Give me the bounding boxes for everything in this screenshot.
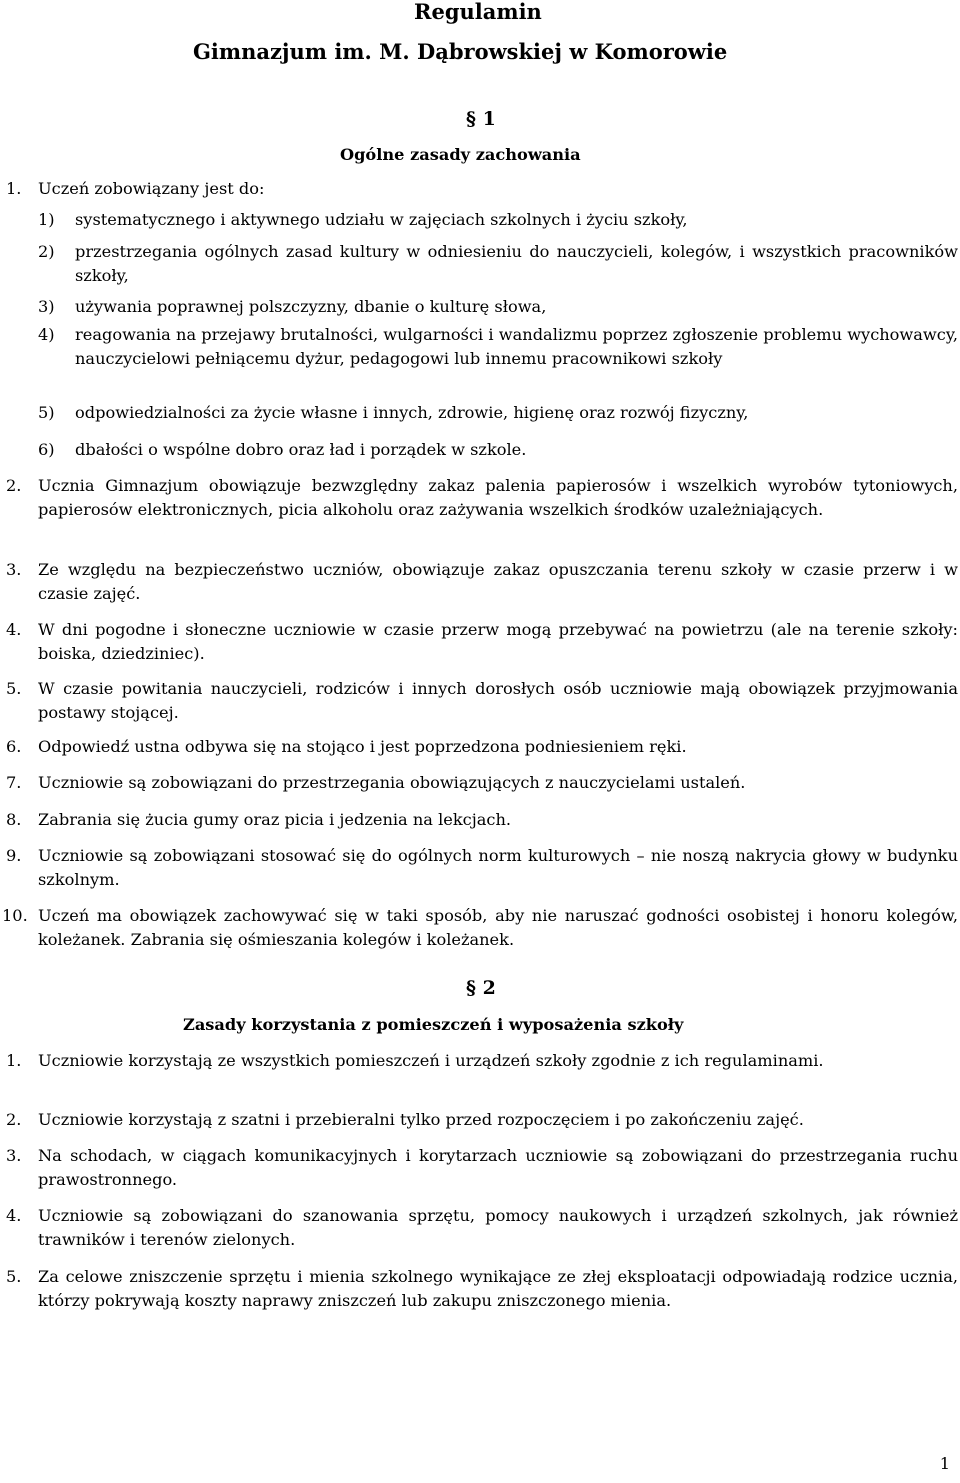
section-1-number: 1 [482, 108, 496, 130]
subitem-number: 4) [38, 325, 55, 344]
list-item-text: Uczniowie korzystają z szatni i przebieralni tylko przed rozpoczęciem i po zakończeniu zajęć. [38, 1110, 804, 1129]
list-item-text: Ze względu na bezpieczeństwo uczniów, obowiązuje zakaz opuszczania terenu szkoły w czasie przerw i w czasie zajęć. [38, 560, 958, 603]
list-item-text: Uczniowie korzystają ze wszystkich pomieszczeń i urządzeń szkoły zgodnie z ich regulaminami. [38, 1051, 824, 1070]
list-item-text: Zabrania się żucia gumy oraz picia i jedzenia na lekcjach. [38, 810, 512, 829]
list-item-number: 1. [6, 179, 22, 198]
document-subtitle: Gimnazjum im. M. Dąbrowskiej w Komorowie [193, 39, 728, 64]
list-item-text: Uczeń ma obowiązek zachowywać się w taki sposób, aby nie naruszać godności osobistej i honoru kolegów, koleżanek. Zabrania się ośmieszania kolegów i koleżanek. [38, 906, 958, 949]
list-item-number: 7. [6, 773, 22, 792]
subitem-text: reagowania na przejawy brutalności, wulgarności i wandalizmu poprzez zgłoszenie problemu wychowawcy, nauczycielowi pełniącemu dyżur, pedagogowi lub innemu pracownikowi szkoły [75, 325, 958, 368]
subitem-number: 3) [38, 297, 55, 316]
subitem-text: systematycznego i aktywnego udziału w zajęciach szkolnych i życiu szkoły, [75, 210, 688, 229]
document-title: Regulamin [414, 0, 542, 24]
subitem-number: 6) [38, 440, 55, 459]
list-item-number: 4. [6, 620, 22, 639]
list-item-number: 8. [6, 810, 22, 829]
list-item-number: 1. [6, 1051, 22, 1070]
subitem-text: przestrzegania ogólnych zasad kultury w odniesieniu do nauczycieli, kolegów, i wszystkich pracowników szkoły, [75, 242, 958, 285]
list-item-text: Ucznia Gimnazjum obowiązuje bezwzględny zakaz palenia papierosów i wszelkich wyrobów tytoniowych, papierosów elektronicznych, picia alkoholu oraz zażywania wszelkich środków uzależniających. [38, 476, 958, 519]
list-item-number: 2. [6, 1110, 22, 1129]
list-item-text: Uczniowie są zobowiązani do przestrzegania obowiązujących z nauczycielami ustaleń. [38, 773, 746, 792]
list-item-number: 4. [6, 1206, 22, 1225]
list-item-number: 9. [6, 846, 22, 865]
subitem-text: dbałości o wspólne dobro oraz ład i porządek w szkole. [75, 440, 527, 459]
list-item-text: W czasie powitania nauczycieli, rodziców i innych dorosłych osób uczniowie mają obowiązek przyjmowania postawy stojącej. [38, 679, 958, 722]
page-number: 1 [939, 1454, 950, 1473]
section-2-heading: Zasady korzystania z pomieszczeń i wyposażenia szkoły [183, 1015, 684, 1034]
list-item-number: 3. [6, 560, 22, 579]
section-1-heading: Ogólne zasady zachowania [340, 145, 581, 164]
subitem-text: używania poprawnej polszczyzny, dbanie o kulturę słowa, [75, 297, 547, 316]
list-item-number: 5. [6, 1267, 22, 1286]
subitem-number: 1) [38, 210, 55, 229]
list-item-number: 6. [6, 737, 22, 756]
list-item-text: Uczniowie są zobowiązani do szanowania sprzętu, pomocy naukowych i urządzeń szkolnych, jak również trawników i terenów zielonych. [38, 1206, 958, 1249]
list-item-text: Uczniowie są zobowiązani stosować się do ogólnych norm kulturowych – nie noszą nakrycia głowy w budynku szkolnym. [38, 846, 958, 889]
section-1-mark: § 1 [466, 108, 496, 130]
list-item-text: W dni pogodne i słoneczne uczniowie w czasie przerw mogą przebywać na powietrzu (ale na terenie szkoły: boiska, dziedziniec). [38, 620, 958, 663]
section-2-mark: § 2 [466, 977, 496, 999]
subitem-number: 2) [38, 242, 55, 261]
list-item-number: 2. [6, 476, 22, 495]
list-item-text: Odpowiedź ustna odbywa się na stojąco i jest poprzedzona podniesieniem ręki. [38, 737, 687, 756]
list-item-number: 5. [6, 679, 22, 698]
subitem-number: 5) [38, 403, 55, 422]
subitem-text: odpowiedzialności za życie własne i innych, zdrowie, higienę oraz rozwój fizyczny, [75, 403, 749, 422]
list-item-number: 3. [6, 1146, 22, 1165]
list-item-text: Uczeń zobowiązany jest do: [38, 179, 265, 198]
list-item-text: Na schodach, w ciągach komunikacyjnych i korytarzach uczniowie są zobowiązani do przestrzegania ruchu prawostronnego. [38, 1146, 958, 1189]
list-item-text: Za celowe zniszczenie sprzętu i mienia szkolnego wynikające ze złej eksploatacji odpowiadają rodzice ucznia, którzy pokrywają koszty naprawy zniszczeń lub zakupu zniszczonego mienia. [38, 1267, 958, 1310]
section-2-number: 2 [482, 977, 496, 999]
list-item-number: 10. [2, 906, 28, 925]
